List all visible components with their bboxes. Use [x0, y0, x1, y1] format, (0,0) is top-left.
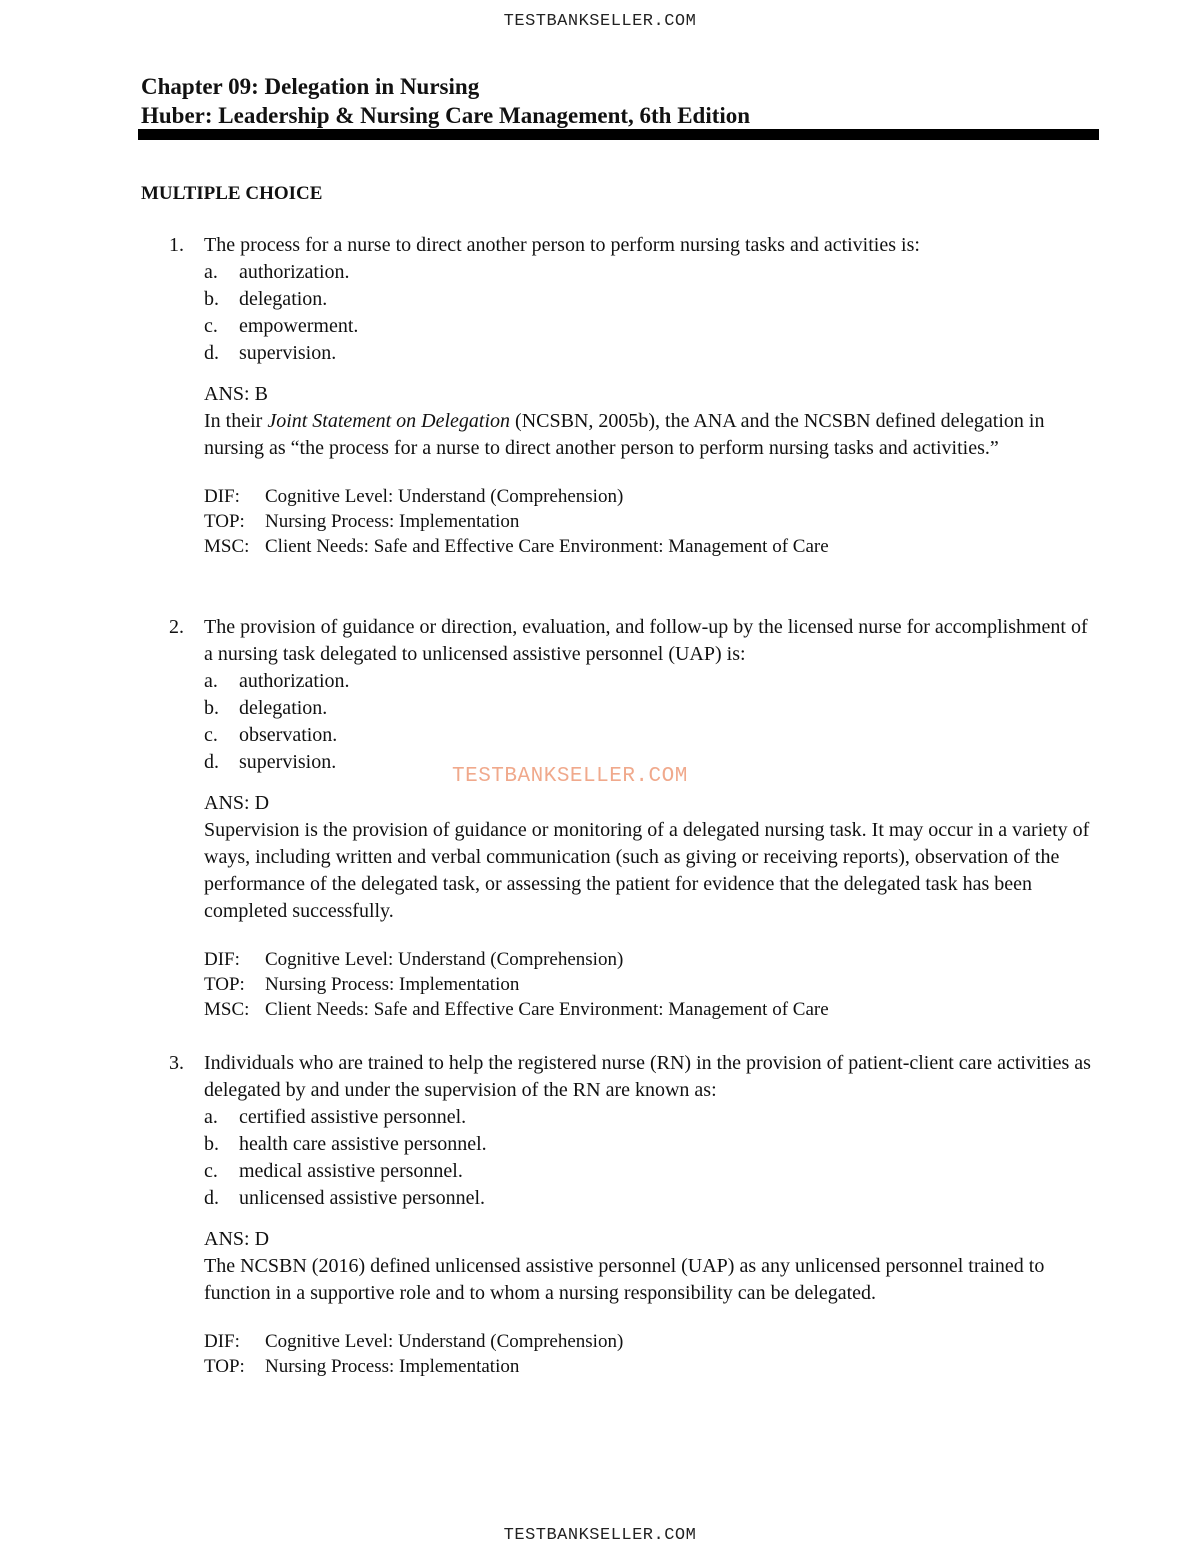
meta-key: TOP: — [204, 511, 245, 532]
option-c — [204, 722, 1101, 749]
options-list — [141, 668, 1101, 776]
option-text: certified assistive personnel. — [239, 1106, 467, 1128]
option-letter: d. — [204, 342, 219, 364]
meta-row — [204, 1354, 1101, 1379]
question-stem — [141, 614, 1101, 668]
option-letter: c. — [204, 315, 218, 337]
option-text: observation. — [239, 724, 338, 746]
option-a — [204, 1104, 1101, 1131]
option-b — [204, 695, 1101, 722]
rationale — [141, 408, 1101, 462]
meta-value: Client Needs: Safe and Effective Care Environment: Management of Care — [265, 536, 829, 557]
question-text: The process for a nurse to direct another person to perform nursing tasks and activities is: — [204, 234, 920, 256]
option-c — [204, 1158, 1101, 1185]
option-letter: d. — [204, 1187, 219, 1209]
meta-key: DIF: — [204, 949, 240, 970]
question-text: The provision of guidance or direction, evaluation, and follow-up by the licensed nurse for accomplishment of a nursing task delegated to unlicensed assistive personnel (UAP) is: — [204, 616, 1088, 665]
option-c — [204, 313, 1101, 340]
option-letter: c. — [204, 724, 218, 746]
meta-value: Cognitive Level: Understand (Comprehension) — [265, 949, 624, 970]
watermark-text: TESTBANKSELLER.COM — [452, 765, 688, 788]
meta-value: Cognitive Level: Understand (Comprehension) — [265, 486, 624, 507]
option-letter: b. — [204, 288, 219, 310]
question-meta — [141, 484, 1101, 559]
header-site-text: TESTBANKSELLER.COM — [503, 12, 697, 31]
option-b — [204, 1131, 1101, 1158]
option-letter: b. — [204, 1133, 219, 1155]
option-text: delegation. — [239, 697, 328, 719]
question-meta — [141, 1329, 1101, 1379]
meta-key: MSC: — [204, 536, 250, 557]
rationale-prefix: In their — [204, 410, 268, 432]
answer-key: ANS: B — [204, 383, 268, 405]
meta-row — [204, 972, 1101, 997]
rationale: Supervision is the provision of guidance or monitoring of a delegated nursing task. It may occur in a variety of ways, including written and verbal communication (such as giving or receiving reports), observation of the performance of the delegated task, or assessing the patient for evidence that the delegated task has been completed successfully. — [204, 819, 1090, 922]
meta-key: DIF: — [204, 486, 240, 507]
rationale: The NCSBN (2016) defined unlicensed assistive personnel (UAP) as any unlicensed personnel trained to function in a supportive role and to whom a nursing responsibility can be delegated. — [204, 1255, 1045, 1304]
meta-row — [204, 484, 1101, 509]
meta-key: TOP: — [204, 1356, 245, 1377]
meta-key: DIF: — [204, 1331, 240, 1352]
footer-site-text: TESTBANKSELLER.COM — [503, 1526, 697, 1545]
option-text: medical assistive personnel. — [239, 1160, 463, 1182]
option-text: delegation. — [239, 288, 328, 310]
question-2 — [141, 614, 1101, 1022]
meta-key: MSC: — [204, 999, 250, 1020]
option-text: authorization. — [239, 261, 350, 283]
option-text: authorization. — [239, 670, 350, 692]
question-1 — [141, 232, 1101, 559]
question-stem — [141, 232, 1101, 259]
meta-value: Nursing Process: Implementation — [265, 511, 520, 532]
book-title: Huber: Leadership & Nursing Care Management, 6th Edition — [141, 103, 751, 128]
option-letter: b. — [204, 697, 219, 719]
meta-row — [204, 534, 1101, 559]
option-text: supervision. — [239, 342, 337, 364]
meta-value: Client Needs: Safe and Effective Care Environment: Management of Care — [265, 999, 829, 1020]
meta-value: Nursing Process: Implementation — [265, 974, 520, 995]
answer-key: ANS: D — [204, 792, 270, 814]
question-text: Individuals who are trained to help the registered nurse (RN) in the provision of patient-client care activities as delegated by and under the supervision of the RN are known as: — [204, 1052, 1091, 1101]
option-letter: a. — [204, 1106, 218, 1128]
question-number: 1. — [169, 234, 184, 256]
option-a — [204, 668, 1101, 695]
option-text: unlicensed assistive personnel. — [239, 1187, 486, 1209]
meta-row — [204, 997, 1101, 1022]
option-b — [204, 286, 1101, 313]
question-meta — [141, 947, 1101, 1022]
option-text: health care assistive personnel. — [239, 1133, 487, 1155]
question-3 — [141, 1050, 1101, 1379]
options-list — [141, 259, 1101, 367]
option-d — [204, 1185, 1101, 1212]
option-letter: c. — [204, 1160, 218, 1182]
meta-value: Nursing Process: Implementation — [265, 1356, 520, 1377]
option-text: supervision. — [239, 751, 337, 773]
rationale-italic-title: Joint Statement on Delegation — [267, 410, 511, 432]
meta-row — [204, 1329, 1101, 1354]
meta-value: Cognitive Level: Understand (Comprehension) — [265, 1331, 624, 1352]
question-number: 3. — [169, 1052, 184, 1074]
rationale-suffix: (NCSBN, 2005b), the ANA and the NCSBN defined delegation in nursing as “the process for a nurse to direct another person to perform nursing tasks and activities.” — [204, 410, 1045, 459]
meta-key: TOP: — [204, 974, 245, 995]
section-heading: MULTIPLE CHOICE — [141, 183, 323, 204]
options-list — [141, 1104, 1101, 1212]
option-a — [204, 259, 1101, 286]
question-stem — [141, 1050, 1101, 1104]
meta-row — [204, 509, 1101, 534]
option-d — [204, 340, 1101, 367]
meta-row — [204, 947, 1101, 972]
chapter-title: Chapter 09: Delegation in Nursing — [141, 74, 480, 99]
option-letter: d. — [204, 751, 219, 773]
option-letter: a. — [204, 670, 218, 692]
option-letter: a. — [204, 261, 218, 283]
answer-key: ANS: D — [204, 1228, 270, 1250]
option-text: empowerment. — [239, 315, 359, 337]
title-rule — [138, 129, 1099, 140]
question-number: 2. — [169, 616, 184, 638]
